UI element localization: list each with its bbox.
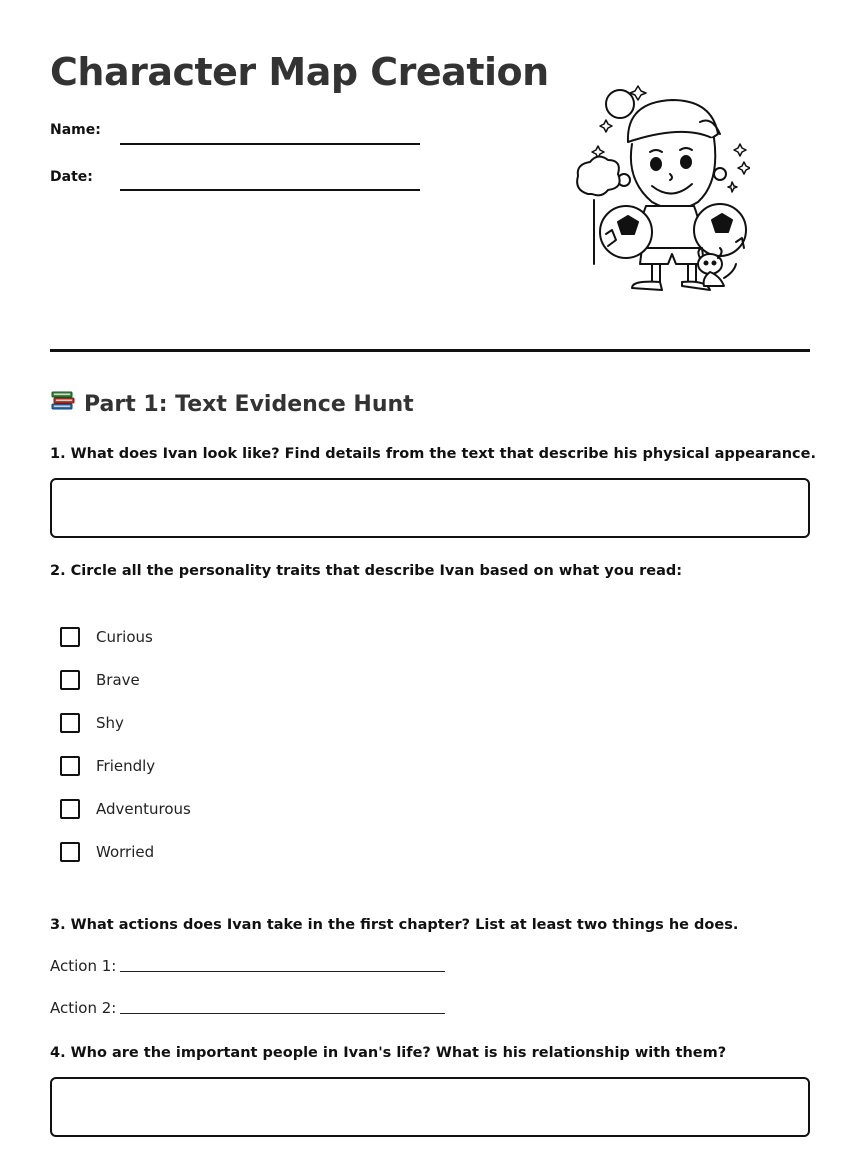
trait-option-brave[interactable] bbox=[60, 670, 140, 690]
checkbox[interactable] bbox=[60, 627, 80, 647]
action-1-row bbox=[50, 957, 445, 975]
action-1-label: Action 1: bbox=[50, 957, 117, 975]
section-divider bbox=[50, 349, 810, 352]
trait-option-worried[interactable] bbox=[60, 842, 154, 862]
checkbox[interactable] bbox=[60, 842, 80, 862]
date-field[interactable] bbox=[120, 189, 420, 191]
trait-label: Brave bbox=[96, 671, 140, 689]
question-3: 3. What actions does Ivan take in the first chapter? List at least two things he does. bbox=[50, 917, 739, 933]
boy-soccer-illustration bbox=[560, 82, 750, 297]
action-1-field[interactable] bbox=[120, 971, 445, 972]
trait-option-adventurous[interactable] bbox=[60, 799, 191, 819]
trait-option-curious[interactable] bbox=[60, 627, 153, 647]
trait-label: Shy bbox=[96, 714, 124, 732]
trait-label: Adventurous bbox=[96, 800, 191, 818]
checkbox[interactable] bbox=[60, 799, 80, 819]
books-icon bbox=[50, 388, 76, 420]
name-label: Name: bbox=[50, 122, 101, 138]
question-4: 4. Who are the important people in Ivan's life? What is his relationship with them? bbox=[50, 1045, 727, 1061]
part1-heading-text: Part 1: Text Evidence Hunt bbox=[84, 391, 414, 417]
action-2-field[interactable] bbox=[120, 1013, 445, 1014]
page-title: Character Map Creation bbox=[50, 50, 549, 94]
trait-label: Curious bbox=[96, 628, 153, 646]
part1-heading bbox=[50, 388, 414, 420]
name-field[interactable] bbox=[120, 143, 420, 145]
checkbox[interactable] bbox=[60, 713, 80, 733]
trait-option-friendly[interactable] bbox=[60, 756, 155, 776]
question-4-answer-box[interactable] bbox=[50, 1077, 810, 1137]
trait-label: Worried bbox=[96, 843, 155, 861]
question-2: 2. Circle all the personality traits that describe Ivan based on what you read: bbox=[50, 563, 683, 579]
action-2-row bbox=[50, 999, 445, 1017]
question-1: 1. What does Ivan look like? Find details from the text that describe his physical appearance. bbox=[50, 446, 816, 462]
trait-option-shy[interactable] bbox=[60, 713, 124, 733]
checkbox[interactable] bbox=[60, 756, 80, 776]
question-1-answer-box[interactable] bbox=[50, 478, 810, 538]
date-label: Date: bbox=[50, 169, 93, 185]
action-2-label: Action 2: bbox=[50, 999, 117, 1017]
checkbox[interactable] bbox=[60, 670, 80, 690]
trait-label: Friendly bbox=[96, 757, 156, 775]
